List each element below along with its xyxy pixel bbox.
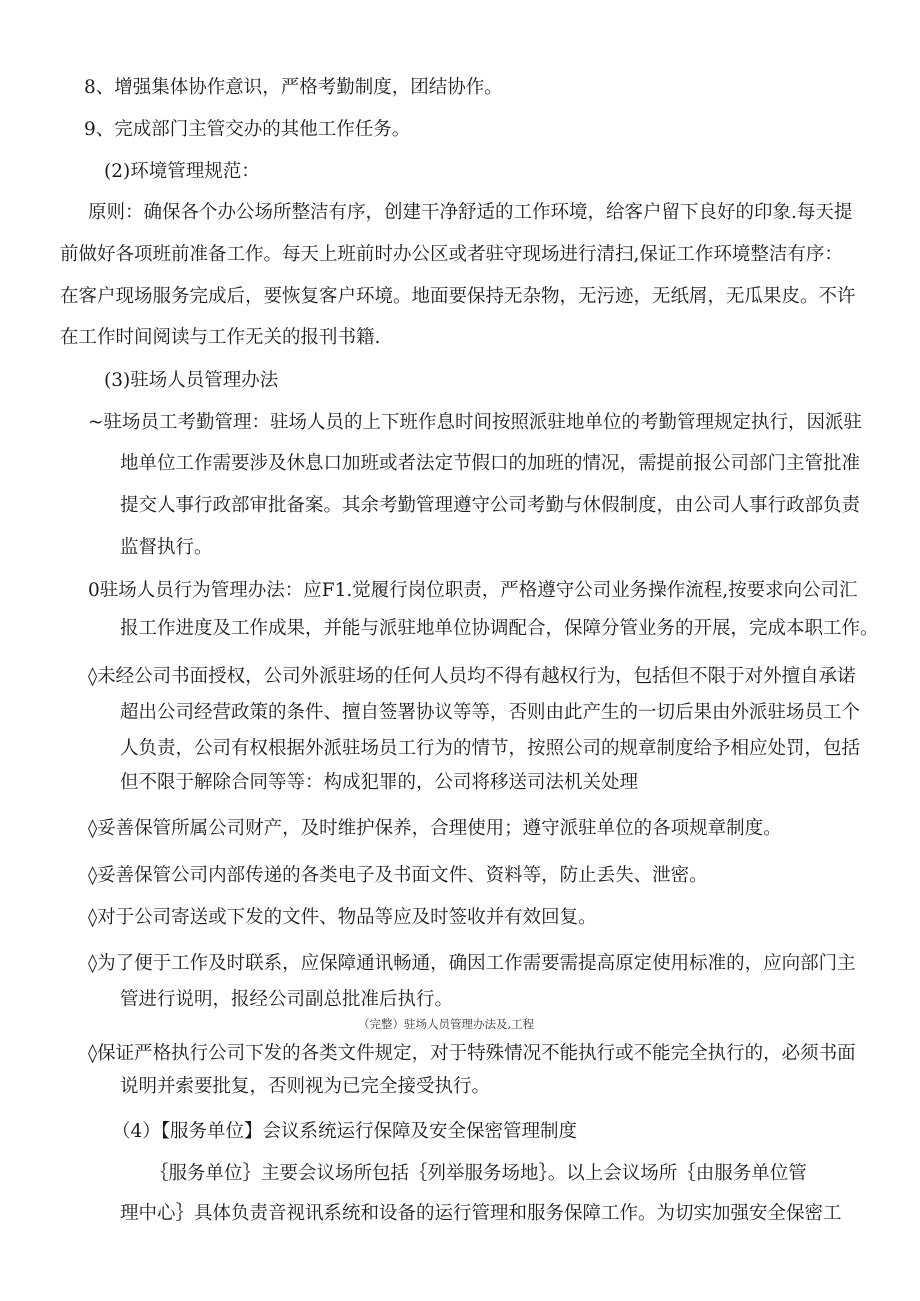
section-heading-environment: (2)环境管理规范： — [104, 161, 260, 182]
paragraph-line: 前做好各项班前准备工作。每天上班前时办公区或者驻守现场进行清扫,保证工作环境整洁有序： — [60, 244, 843, 265]
paragraph-line: 报工作进度及工作成果，并能与派驻地单位协调配合，保障分管业务的开展，完成本职工作。 — [120, 618, 879, 639]
paragraph-line: 在工作时间阅读与工作无关的报刊书籍. — [60, 327, 381, 348]
paragraph-line: 监督执行。 — [120, 537, 213, 558]
paragraph-line: 理中心｝具体负责音视讯系统和设备的运行管理和服务保障工作。为切实加强安全保密工 — [120, 1203, 842, 1224]
paragraph-line: ｛服务单位｝主要会议场所包括｛列举服务场地｝。以上会议场所｛由服务单位管 — [150, 1163, 807, 1184]
paragraph-line: 地单位工作需要涉及休息口加班或者法定节假口的加班的情况，需提前报公司部门主管批准 — [120, 453, 861, 474]
item-8: 8、增强集体协作意识，严格考勤制度，团结协作。 — [84, 77, 503, 98]
bullet-attendance: ~驻场员工考勤管理：驻场人员的上下班作息时间按照派驻地单位的考勤管理规定执行，因派驻 — [88, 412, 863, 433]
bullet-compliance: ◊保证严格执行公司下发的各类文件规定，对于特殊情况不能执行或不能完全执行的，必须书面 — [88, 1043, 856, 1064]
footer-note: （完整）驻场人员管理办法及,工程 — [358, 1017, 535, 1031]
section-heading-meeting-system: （4）【服务单位】会议系统运行保障及安全保密管理制度 — [112, 1121, 578, 1142]
bullet-documents: ◊妥善保管公司内部传递的各类电子及书面文件、资料等，防止丢失、泄密。 — [88, 865, 708, 886]
bullet-authorization: ◊未经公司书面授权，公司外派驻场的任何人员均不得有越权行为，包括但不限于对外擅自承诺 — [88, 666, 856, 687]
paragraph-line: 提交人事行政部审批备案。其余考勤管理遵守公司考勤与休假制度，由公司人事行政部负责 — [120, 495, 861, 516]
bullet-receipt: ◊对于公司寄送或下发的文件、物品等应及时签收并有效回复。 — [88, 907, 597, 928]
paragraph-line: 但不限于解除合同等等：构成犯罪的，公司将移送司法机关处理 — [120, 772, 639, 793]
paragraph-line: 管进行说明，报经公司副总批准后执行。 — [120, 989, 454, 1010]
bullet-property: ◊妥善保管所属公司财产，及时维护保养，合理使用；遵守派驻单位的各项规章制度。 — [88, 818, 782, 839]
paragraph-line: 超出公司经营政策的条件、擅自签署协议等等，否则由此产生的一切后果由外派驻场员工个 — [120, 702, 861, 723]
bullet-conduct: 0驻场人员行为管理办法：应F1.觉履行岗位职责，严格遵守公司业务操作流程,按要求向公司汇 — [88, 580, 858, 601]
paragraph-line: 在客户现场服务完成后，要恢复客户环境。地面要保持无杂物，无污迹，无纸屑，无瓜果皮。不许 — [60, 286, 856, 307]
item-9: 9、完成部门主管交办的其他工作任务。 — [84, 119, 411, 140]
paragraph-line: 原则：确保各个办公场所整洁有序，创建干净舒适的工作环境，给客户留下良好的印象.每天提 — [88, 202, 853, 223]
section-heading-onsite-staff: (3)驻场人员管理办法 — [104, 370, 279, 391]
paragraph-line: 人负责，公司有权根据外派驻场员工行为的情节，按照公司的规章制度给予相应处罚，包括 — [120, 738, 861, 759]
paragraph-line: 说明并索要批复，否则视为已完全接受执行。 — [120, 1076, 491, 1097]
bullet-communication: ◊为了便于工作及时联系，应保障通讯畅通，确因工作需要需提高原定使用标准的，应向部门主 — [88, 953, 856, 974]
